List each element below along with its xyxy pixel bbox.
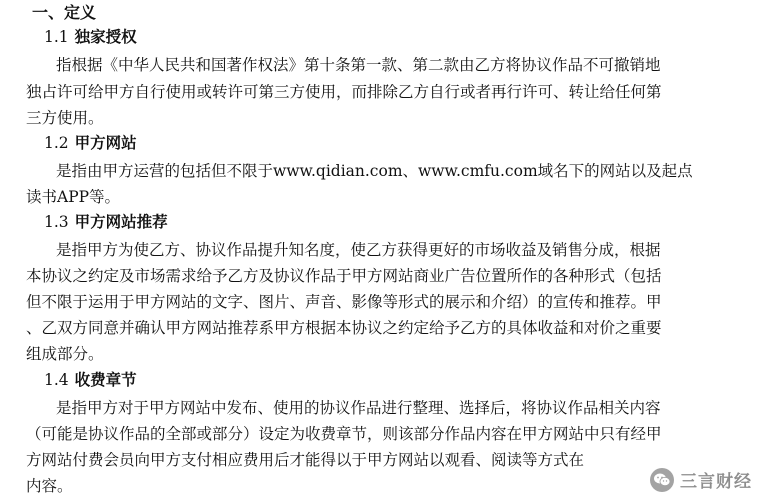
item-title: 甲方网站推荐: [74, 213, 168, 231]
paragraph-line: 方网站付费会员向甲方支付相应费用后才能得以于甲方网站以观看、阅读等方式在: [26, 451, 585, 469]
paragraph-line: 是指由甲方运营的包括但不限于www.qidian.com、www.cmfu.com域名下的网站以及起点: [56, 162, 693, 180]
item-title: 独家授权: [74, 28, 137, 46]
paragraph-line: 读书APP等。: [26, 188, 121, 206]
item-heading-1-4: [44, 368, 137, 392]
paragraph-line: 内容。: [26, 477, 73, 495]
item-heading-1-3: [44, 210, 168, 234]
paragraph-line: 、乙双方同意并确认甲方网站推荐系甲方根据本协议之约定给予乙方的具体收益和对价之重要: [26, 319, 662, 337]
paragraph-line: 是指甲方为使乙方、协议作品提升知名度，使乙方获得更好的市场收益及销售分成，根据: [56, 241, 661, 259]
section-heading: 一、定义: [32, 3, 97, 22]
watermark: [650, 467, 752, 492]
item-number: 1.1: [44, 28, 69, 46]
item-number: 1.3: [44, 213, 69, 231]
paragraph-line: 但不限于运用于甲方网站的文字、图片、声音、影像等形式的展示和介绍）的宣传和推荐。甲: [26, 293, 662, 311]
item-heading-1-2: [44, 131, 137, 155]
paragraph-line: 指根据《中华人民共和国著作权法》第十条第一款、第二款由乙方将协议作品不可撤销地: [56, 56, 661, 74]
item-title: 收费章节: [74, 371, 137, 389]
paragraph-line: 本协议之约定及市场需求给予乙方及协议作品于甲方网站商业广告位置所作的各种形式（包括: [26, 267, 662, 285]
paragraph-line: （可能是协议作品的全部或部分）设定为收费章节，则该部分作品内容在甲方网站中只有经甲: [26, 425, 662, 443]
item-title: 甲方网站: [74, 134, 137, 152]
paragraph-line: 三方使用。: [26, 109, 104, 127]
item-heading-1-1: [44, 25, 137, 49]
watermark-text: 三言财经: [680, 472, 752, 492]
paragraph-line: 是指甲方对于甲方网站中发布、使用的协议作品进行整理、选择后，将协议作品相关内容: [56, 399, 661, 417]
paragraph-line: 独占许可给甲方自行使用或转许可第三方使用，而排除乙方自行或者再行许可、转让给任何第: [26, 83, 662, 101]
wechat-icon: [650, 468, 674, 492]
paragraph-line: 组成部分。: [26, 345, 104, 363]
item-number: 1.2: [44, 134, 69, 152]
item-number: 1.4: [44, 371, 69, 389]
